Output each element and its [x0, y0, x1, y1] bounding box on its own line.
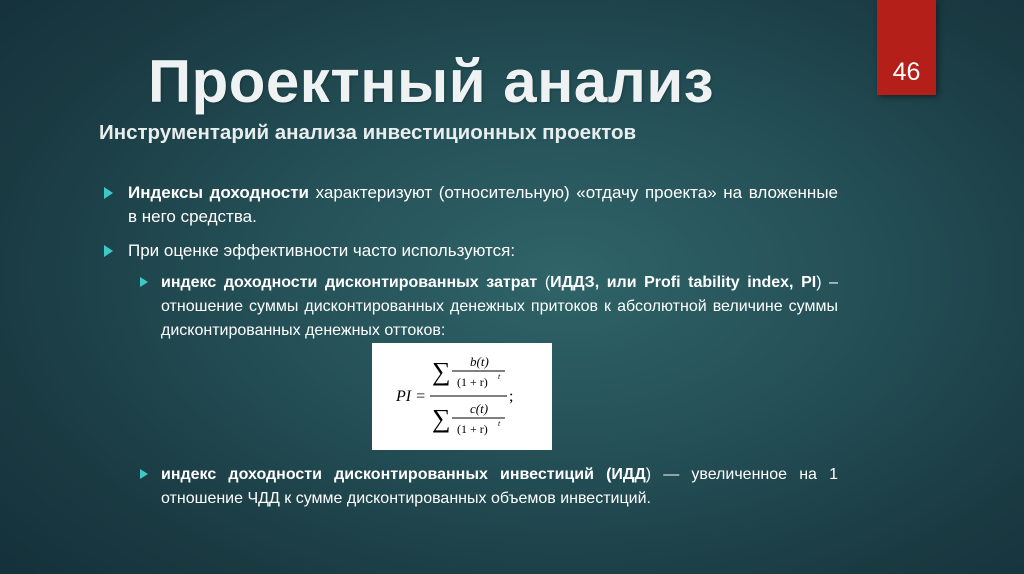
formula-exponent: t: [498, 372, 501, 381]
slide-subtitle: Инструментарий анализа инвестиционных проектов: [99, 121, 637, 144]
sub-bullet-bold-abbr: ИДДЗ, или Profi tability index, PI: [550, 274, 817, 291]
bullet-item: [128, 181, 838, 229]
page-number-badge: [877, 0, 936, 95]
sub-bullet-text: ) – отношение суммы дисконтированных денежных притоков к абсолютной величине суммы дисконтированных денежных оттоков:: [161, 274, 839, 339]
pi-formula: [372, 343, 552, 450]
bullet-arrow-icon: [104, 187, 113, 199]
bullet-item: [128, 239, 838, 263]
sub-bullet-arrow-icon: [140, 277, 148, 287]
formula-image: [372, 343, 552, 450]
sub-bullet-bold-text: индекс доходности дисконтированных затрат: [161, 274, 538, 291]
bullet-bold-text: Индексы доходности: [128, 183, 309, 202]
slide-title: Проектный анализ: [148, 48, 715, 115]
bullet-text: характеризуют (относительную) «отдачу проекта» на вложенные в него средства.: [128, 183, 838, 226]
formula-lhs: PI =: [396, 388, 426, 405]
formula-num-bottom: (1 + r): [457, 375, 488, 389]
page-number: 46: [892, 58, 921, 86]
formula-sum-bottom: ∑: [432, 404, 451, 433]
bullet-arrow-icon: [104, 245, 113, 257]
formula-num-top: b(t): [470, 354, 489, 369]
formula-exponent: t: [498, 419, 501, 428]
formula-den-top: c(t): [470, 401, 489, 416]
sub-bullet-text: ) — увеличенное на 1 отношение ЧДД к сумме дисконтированных объемов инвестиций.: [161, 466, 838, 507]
formula-semicolon: ;: [509, 388, 514, 405]
sub-bullet-item: [161, 463, 838, 511]
sub-bullet-item: [161, 271, 838, 343]
bullet-text: При оценке эффективности часто используются:: [128, 241, 516, 260]
sub-bullet-bold-text: индекс доходности дисконтированных инвестиций (ИДД: [161, 466, 646, 483]
formula-sum-top: ∑: [432, 357, 451, 386]
sub-bullet-arrow-icon: [140, 469, 148, 479]
sub-bullet-paren: (: [537, 274, 551, 291]
formula-den-bottom: (1 + r): [457, 422, 488, 436]
